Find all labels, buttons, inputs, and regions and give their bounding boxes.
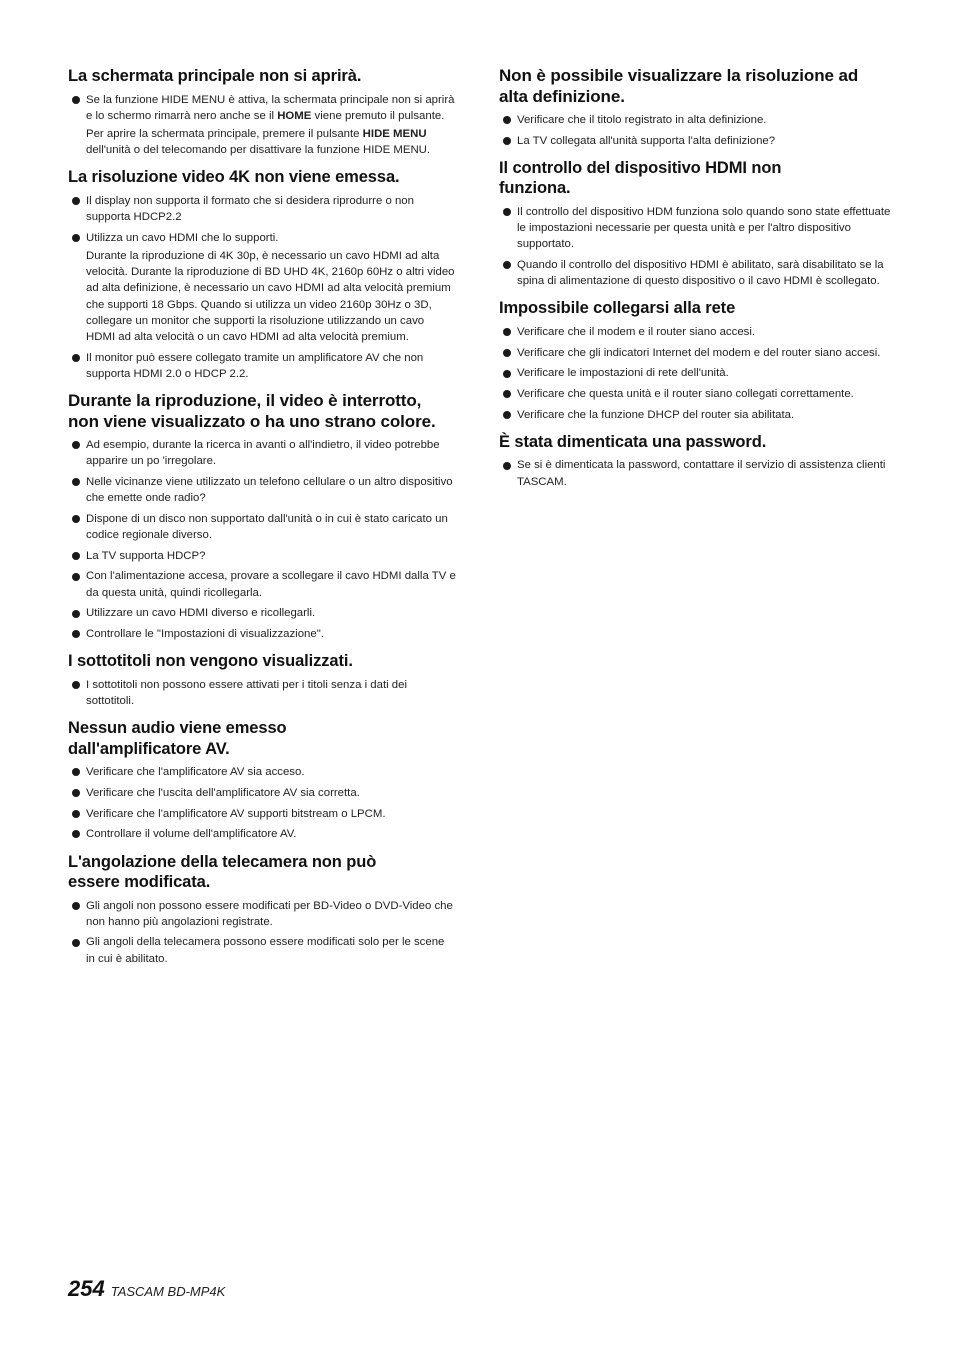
- list-item: La TV collegata all'unità supporta l'alta definizione?: [499, 133, 891, 149]
- item-note: Durante la riproduzione di 4K 30p, è necessario un cavo HDMI ad alta velocità. Durante la riproduzione di BD UHD 4K, 2160p 60Hz o altri video ad alta definizione, è necessario un cavo HDMI ad alta velocità premium che supporti 18 Gbps. Quando si utilizza un video 2160p 30Hz o 3D, collegare un monitor che supporti la risoluzione utilizzando un cavo HDMI ad alta velocità o un cavo HDMI ad alta velocità premium.: [86, 249, 455, 343]
- list-item: Utilizzare un cavo HDMI diverso e ricollegarli.: [68, 605, 456, 621]
- list-item: Gli angoli non possono essere modificati per BD-Video o DVD-Video che non hanno più angolazioni registrate.: [68, 898, 456, 930]
- section-network: [499, 298, 891, 423]
- bullet-icon: [503, 390, 511, 398]
- section-heading: Durante la riproduzione, il video è interrotto, non viene visualizzato o ha uno strano colore.: [68, 391, 436, 431]
- section-heading: L'angolazione della telecamera non può essere modificata.: [68, 852, 377, 891]
- bullet-icon: [503, 261, 511, 269]
- bullet-list: [499, 457, 891, 489]
- list-item: Verificare che gli indicatori Internet del modem e del router siano accesi.: [499, 345, 891, 361]
- section-main-screen: [68, 66, 456, 158]
- bullet-icon: [72, 630, 80, 638]
- list-item: Verificare che questa unità e il router siano collegati correttamente.: [499, 386, 891, 402]
- item-text: viene premuto il pulsante.: [311, 109, 445, 122]
- section-password: [499, 432, 891, 490]
- list-item: Ad esempio, durante la ricerca in avanti o all'indietro, il video potrebbe apparire un po 'irregolare.: [68, 437, 456, 469]
- bullet-icon: [72, 768, 80, 776]
- bullet-icon: [503, 349, 511, 357]
- section-heading: Il controllo del dispositivo HDMI non funziona.: [499, 158, 782, 198]
- section-camera-angle: [68, 852, 456, 967]
- list-item: Il display non supporta il formato che si desidera riprodurre o non supporta HDCP2.2: [68, 193, 456, 225]
- section-heading: Non è possibile visualizzare la risoluzione ad alta definizione.: [499, 66, 859, 106]
- list-item: Con l'alimentazione accesa, provare a scollegare il cavo HDMI dalla TV e da questa unità, quindi ricollegarla.: [68, 568, 456, 600]
- bullet-icon: [503, 370, 511, 378]
- list-item: Se si è dimenticata la password, contattare il servizio di assistenza clienti TASCAM.: [499, 457, 891, 489]
- bullet-icon: [72, 789, 80, 797]
- list-item: Verificare le impostazioni di rete dell'unità.: [499, 365, 891, 381]
- list-item: Verificare che la funzione DHCP del router sia abilitata.: [499, 407, 891, 423]
- key-label: HOME: [277, 109, 312, 122]
- bullet-icon: [72, 354, 80, 362]
- list-item: Controllare le "Impostazioni di visualizzazione".: [68, 626, 456, 642]
- model-name: TASCAM BD-MP4K: [110, 1284, 226, 1299]
- bullet-icon: [503, 328, 511, 336]
- list-item: Verificare che l'amplificatore AV supporti bitstream o LPCM.: [68, 806, 456, 822]
- bullet-icon: [72, 573, 80, 581]
- list-item: Verificare che il titolo registrato in alta definizione.: [499, 112, 891, 128]
- section-av-audio: [68, 718, 456, 842]
- bullet-list: [68, 677, 456, 709]
- list-item: Il monitor può essere collegato tramite un amplificatore AV che non supporta HDMI 2.0 o HDCP 2.2.: [68, 350, 456, 382]
- bullet-icon: [72, 234, 80, 242]
- section-hd-resolution: [499, 66, 891, 149]
- bullet-icon: [72, 441, 80, 449]
- page-footer: [68, 1276, 225, 1302]
- bullet-list: [499, 204, 891, 290]
- list-item: Utilizza un cavo HDMI che lo supporti. Durante la riproduzione di 4K 30p, è necessario un cavo HDMI ad alta velocità. Durante la riproduzione di BD UHD 4K, 2160p 60Hz o altri video ad alta definizione, è necessario un cavo HDMI ad alta velocità premium che supporti 18 Gbps. Quando si utilizza un video 2160p 30Hz o 3D, collegare un monitor che supporti la risoluzione utilizzando un cavo HDMI ad alta velocità o un cavo HDMI ad alta velocità premium.: [68, 230, 456, 345]
- list-item: Gli angoli della telecamera possono essere modificati solo per le scene in cui è abilitato.: [68, 934, 456, 966]
- list-item: [68, 92, 456, 159]
- list-item: Nelle vicinanze viene utilizzato un telefono cellulare o un altro dispositivo che emette onde radio?: [68, 474, 456, 506]
- bullet-icon: [72, 610, 80, 618]
- bullet-icon: [503, 116, 511, 124]
- list-item: Verificare che l'amplificatore AV sia acceso.: [68, 764, 456, 780]
- bullet-icon: [72, 939, 80, 947]
- list-item: Verificare che l'uscita dell'amplificatore AV sia corretta.: [68, 785, 456, 801]
- section-heading: Nessun audio viene emesso dall'amplificatore AV.: [68, 719, 287, 758]
- section-heading: La schermata principale non si aprirà.: [68, 67, 362, 85]
- list-item: I sottotitoli non possono essere attivati per i titoli senza i dati dei sottotitoli.: [68, 677, 456, 709]
- bullet-icon: [72, 902, 80, 910]
- bullet-list: [68, 764, 456, 842]
- bullet-icon: [72, 197, 80, 205]
- bullet-list: [68, 193, 456, 382]
- bullet-icon: [72, 478, 80, 486]
- bullet-icon: [503, 462, 511, 470]
- bullet-icon: [72, 96, 80, 104]
- section-heading: I sottotitoli non vengono visualizzati.: [68, 652, 353, 671]
- bullet-list: [68, 437, 456, 642]
- list-item: Quando il controllo del dispositivo HDMI è abilitato, sarà disabilitato se la spina di alimentazione di questo dispositivo o il cavo HDMI è scollegato.: [499, 257, 891, 289]
- section-subtitles: [68, 651, 456, 709]
- section-heading: È stata dimenticata una password.: [499, 432, 767, 451]
- section-heading: Impossibile collegarsi alla rete: [499, 299, 736, 318]
- page-number: 254: [68, 1276, 105, 1301]
- bullet-icon: [503, 411, 511, 419]
- bullet-icon: [72, 830, 80, 838]
- list-item: La TV supporta HDCP?: [68, 548, 456, 564]
- bullet-icon: [72, 681, 80, 689]
- section-hdmi-control: [499, 158, 891, 290]
- section-heading: La risoluzione video 4K non viene emessa.: [68, 168, 400, 187]
- bullet-list: [68, 898, 456, 967]
- list-item: Il controllo del dispositivo HDM funziona solo quando sono state effettuate le impostazioni necessarie per questa unità e per l'altro dispositivo supportato.: [499, 204, 891, 253]
- section-4k-output: [68, 167, 456, 382]
- section-playback-video: [68, 391, 456, 642]
- item-note: Per aprire la schermata principale, premere il pulsante HIDE MENU dell'unità o del telecomando per disattivare la funzione HIDE MENU.: [86, 127, 431, 157]
- left-column: [68, 66, 456, 976]
- bullet-icon: [503, 137, 511, 145]
- right-column: [499, 66, 891, 499]
- bullet-icon: [503, 208, 511, 216]
- bullet-icon: [72, 552, 80, 560]
- bullet-list: [68, 92, 456, 159]
- bullet-icon: [72, 810, 80, 818]
- list-item: Dispone di un disco non supportato dall'unità o in cui è stato caricato un codice regionale diverso.: [68, 511, 456, 543]
- bullet-list: [499, 324, 891, 423]
- bullet-icon: [72, 515, 80, 523]
- item-text: Se la funzione HIDE MENU è attiva, la schermata principale non si aprirà e lo schermo rimarrà nero anche se il: [86, 93, 455, 122]
- key-label: HIDE MENU: [362, 127, 427, 140]
- list-item: Verificare che il modem e il router siano accesi.: [499, 324, 891, 340]
- list-item: Controllare il volume dell'amplificatore AV.: [68, 826, 456, 842]
- bullet-list: [499, 112, 891, 149]
